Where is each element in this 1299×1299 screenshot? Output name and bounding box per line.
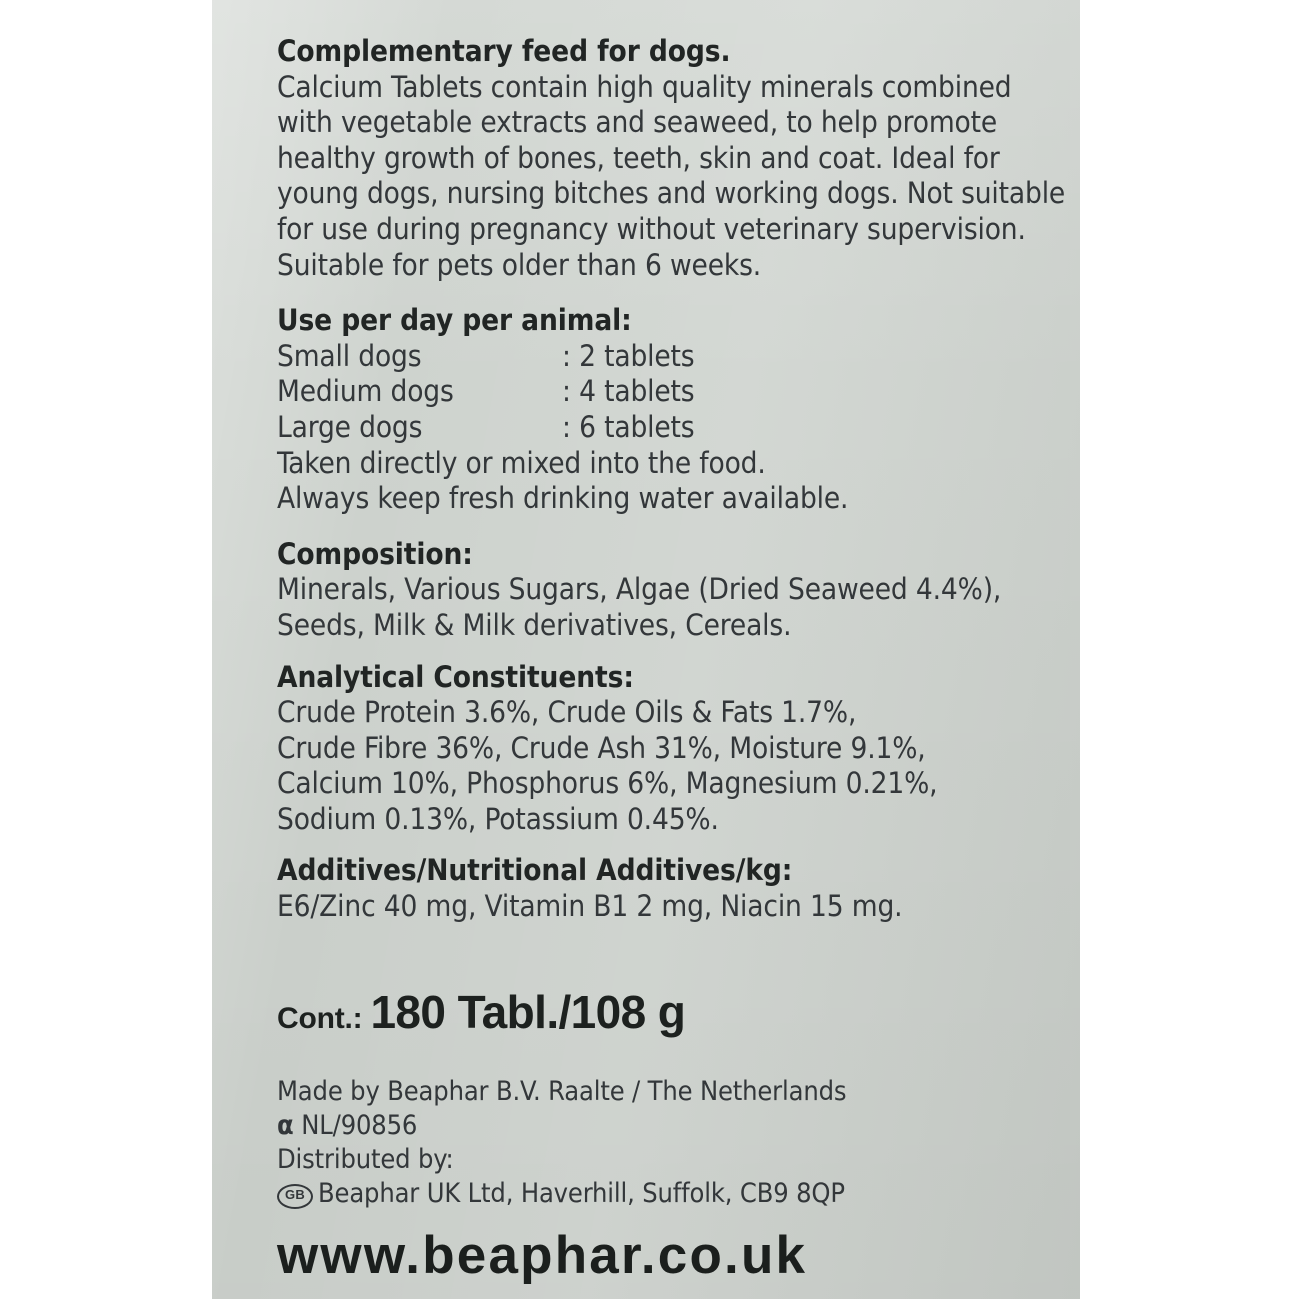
- dosage-section: [277, 303, 1067, 517]
- manufacturer-line: Made by Beaphar B.V. Raalte / The Netherlands: [277, 1075, 847, 1107]
- dosage-animal: Small dogs: [277, 338, 422, 373]
- additives-heading: Additives/Nutritional Additives/kg:: [277, 853, 793, 888]
- product-label-panel: [212, 0, 1080, 1299]
- dosage-animal: Medium dogs: [277, 374, 454, 409]
- label-content: [277, 34, 1067, 1284]
- intro-paragraph: Calcium Tablets contain high quality minerals combined with vegetable extracts and seaweed, to help promote healthy growth of bones, teeth, skin and coat. Ideal for young dogs, nursing bitches and working dogs. Not suitable for use during pregnancy without veterinary supervision. Suitable for pets older than 6 weeks.: [277, 69, 1066, 282]
- distributor-line: [277, 1177, 1067, 1212]
- approval-line: [277, 1109, 1067, 1143]
- analytical-line: Crude Fibre 36%, Crude Ash 31%, Moisture 9.1%,: [277, 730, 926, 765]
- table-row: [277, 374, 694, 410]
- approval-number: NL/90856: [301, 1109, 418, 1141]
- intro-heading: Complementary feed for dogs.: [277, 34, 731, 68]
- composition-line: Seeds, Milk & Milk derivatives, Cereals.: [277, 607, 792, 642]
- intro-section: [277, 34, 1067, 283]
- contents-value: 180 Tabl./108 g: [370, 985, 686, 1038]
- table-row: [277, 339, 694, 375]
- dosage-note-1: Taken directly or mixed into the food.: [277, 445, 766, 480]
- spacer: [277, 644, 1067, 660]
- distributor-name: Beaphar UK Ltd, Haverhill, Suffolk, CB9 8QP: [318, 1177, 845, 1209]
- dosage-amount: : 6 tablets: [562, 409, 695, 444]
- dosage-table: [277, 339, 694, 446]
- dosage-note-2: Always keep fresh drinking water available.: [277, 481, 849, 516]
- composition-line: Minerals, Various Sugars, Algae (Dried Seaweed 4.4%),: [277, 572, 1002, 607]
- alpha-approval-icon: α: [277, 1109, 294, 1141]
- additives-line: E6/Zinc 40 mg, Vitamin B1 2 mg, Niacin 15 mg.: [277, 889, 903, 924]
- spacer: [277, 517, 1067, 537]
- dosage-amount: : 4 tablets: [562, 374, 695, 409]
- analytical-line: Sodium 0.13%, Potassium 0.45%.: [277, 801, 719, 836]
- additives-section: [277, 853, 1067, 924]
- dosage-heading: Use per day per animal:: [277, 303, 632, 338]
- website-url: www.beaphar.co.uk: [277, 1225, 808, 1285]
- dosage-animal: Large dogs: [277, 409, 423, 444]
- table-row: [277, 410, 694, 446]
- gb-country-badge-icon: GB: [277, 1184, 313, 1209]
- composition-heading: Composition:: [277, 536, 473, 571]
- footer-section: [277, 1075, 1067, 1284]
- contents-label: Cont.:: [277, 1001, 363, 1035]
- distributed-by-label: Distributed by:: [277, 1143, 454, 1175]
- contents-line: [277, 985, 1067, 1039]
- analytical-line: Crude Protein 3.6%, Crude Oils & Fats 1.7%,: [277, 695, 857, 730]
- analytical-section: [277, 660, 1067, 838]
- composition-section: [277, 537, 1067, 644]
- dosage-amount: : 2 tablets: [562, 338, 695, 373]
- analytical-heading: Analytical Constituents:: [277, 659, 634, 694]
- analytical-line: Calcium 10%, Phosphorus 6%, Magnesium 0.21%,: [277, 766, 938, 801]
- spacer: [277, 283, 1067, 303]
- spacer: [277, 837, 1067, 853]
